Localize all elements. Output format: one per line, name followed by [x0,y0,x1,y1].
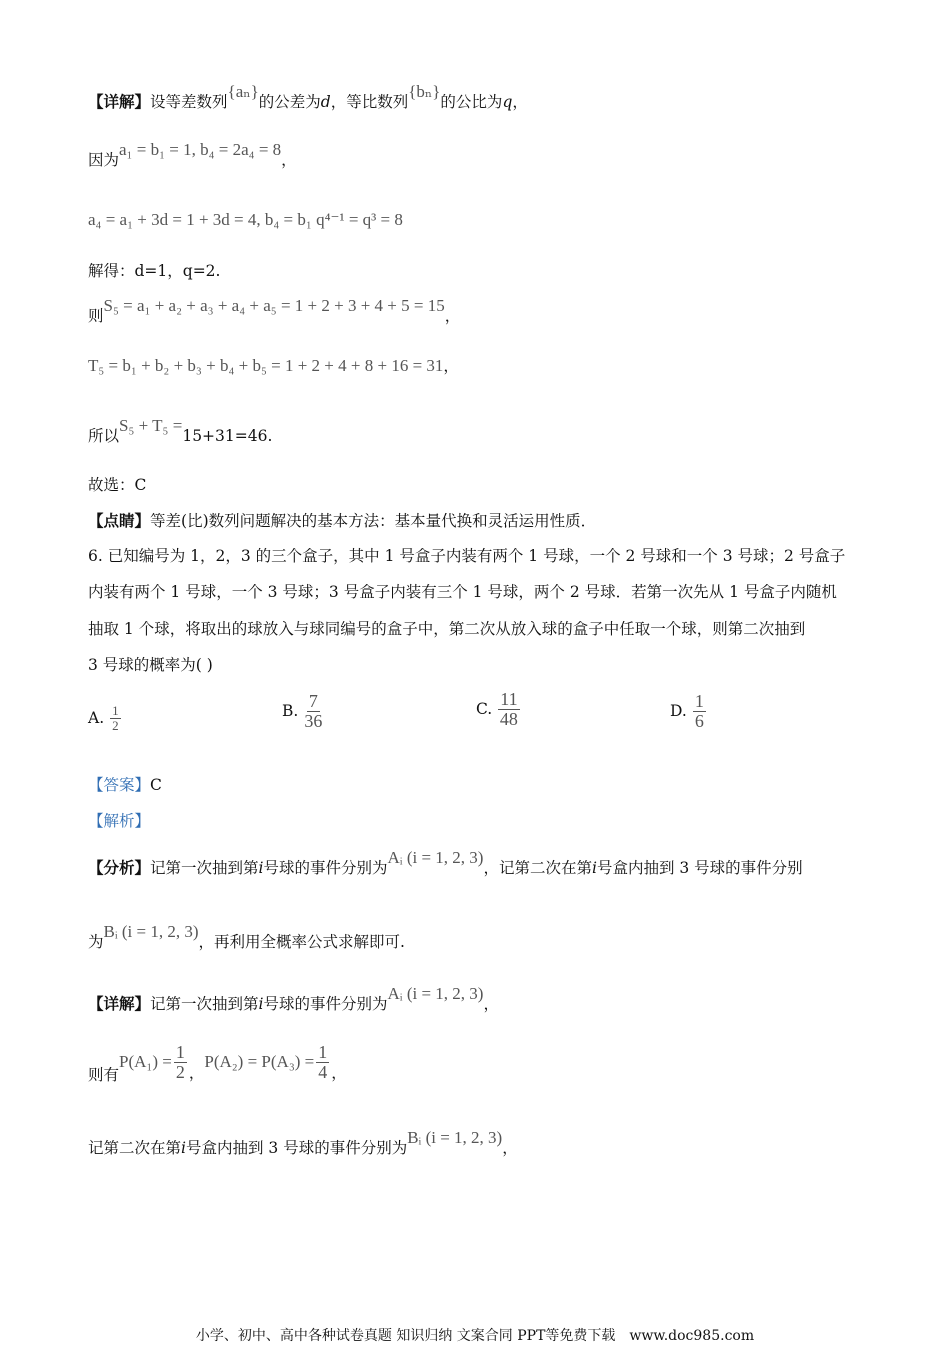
sum-t-line [88,356,459,376]
text: 设等差数列 [150,93,228,111]
question-6-line-4 [88,656,213,675]
numerator: 1 [318,1041,328,1062]
analysis-line-1 [88,848,803,878]
text: 为 [88,933,104,951]
option-fraction [693,692,706,731]
text: 3 号球的概率为( ) [88,656,213,674]
analysis-line-2 [88,922,405,952]
option-fraction [110,704,121,732]
var-d: d [320,93,331,111]
denominator: 2 [175,1061,185,1082]
text: 号球的事件分别为 [263,995,388,1013]
page-footer [0,1325,950,1345]
solution-line [88,262,220,281]
text: 记第二次在第 [88,1139,182,1157]
text: ， [188,1064,205,1082]
denominator: 6 [694,710,704,731]
question-6-line-3 [88,620,805,639]
answer-value: C [150,776,162,794]
math-equation: a₄ = a₁ + 3d = 1 + 3d = 4, b₄ = b₁ q⁴⁻¹ = q³ = 8 [88,210,403,229]
text: 因为 [88,151,120,169]
text: 号盒内抽到 3 号球的事件分别 [596,859,803,877]
denominator: 36 [304,710,323,731]
numerator: 1 [112,703,119,718]
denominator: 2 [112,717,119,733]
math-result: S₅ + T₅ = [119,416,183,435]
math-sum-t: T₅ = b₁ + b₂ + b₃ + b₄ + b₅ = 1 + 2 + 4 + 8 + 16 = 31 [88,356,444,375]
fraction-one-half [174,1043,187,1082]
text: 的公比为 [440,93,503,111]
option-label: D. [670,702,687,721]
result-line [88,416,273,446]
text: ， [443,357,459,375]
var-i: i [258,859,264,877]
numerator: 1 [694,691,704,711]
detail-line-2 [88,984,499,1014]
math-p-a1: P(A₁) = [119,1052,172,1072]
text: 6. 已知编号为 1，2，3 的三个盒子，其中 1 号盒子内装有两个 1 号球，一个 2 号球和一个 3 号球；2 号盒子 [88,547,846,565]
option-fraction [304,692,322,731]
equation-line [88,210,403,230]
math-sequence-a: {aₙ} [227,82,259,101]
math-given: a₁ = b₁ = 1, b₄ = 2a₄ = 8 [119,140,282,159]
numerator: 1 [175,1041,185,1062]
text: 记第一次抽到第 [150,995,259,1013]
answer-tag: 【答案】 [88,776,151,794]
option-label: A. [88,709,105,728]
option-b [282,692,324,731]
text: 则有 [88,1066,120,1084]
numerator: 7 [308,691,318,711]
text: ， [331,1064,347,1082]
footer-url[interactable]: www.doc985.com [629,1328,755,1344]
text: ，记第二次在第 [483,859,592,877]
text: 的公差为 [258,93,321,111]
text: 记第一次抽到第 [150,859,259,877]
math-event-b: Bᵢ (i = 1, 2, 3) [103,922,199,941]
denominator: 48 [499,708,518,729]
numerator: 11 [500,689,518,709]
text: ，再利用全概率公式求解即可. [198,933,405,951]
option-d [670,692,708,731]
var-i: i [591,859,597,877]
text: ， [502,1139,518,1157]
answer-line [88,776,162,795]
text: 号盒内抽到 3 号球的事件分别为 [185,1139,408,1157]
footer-text: 小学、初中、高中各种试卷真题 知识归纳 文案合同 PPT等免费下载 [195,1328,616,1344]
text: 15+31=46. [182,427,273,445]
math-p-a2-a3: P(A₂) = P(A₃) = [204,1052,315,1072]
text: ， [444,307,461,325]
text: ，等比数列 [330,93,409,111]
text: ， [281,151,297,169]
text: 内装有两个 1 号球，一个 3 号球；3 号盒子内装有三个 1 号球，两个 2 号球．若第一次先从 1 号盒子内随机 [88,583,837,601]
var-i: i [258,995,264,1013]
option-a [88,704,123,732]
last-line [88,1128,518,1158]
choice-line [88,476,146,495]
math-sum-s: S₅ = a₁ + a₂ + a₃ + a₄ + a₅ = 1 + 2 + 3 + 4 + 5 = 15 [103,296,445,315]
math-event-a: Aᵢ (i = 1, 2, 3) [387,984,484,1003]
option-label: C. [476,700,493,719]
text: 抽取 1 个球，将取出的球放入与球同编号的盒子中，第二次从放入球的盒子中任取一个球，则第二次抽到 [88,620,806,638]
option-label: B. [282,702,299,721]
text: 则 [88,307,104,325]
text: 号球的事件分别为 [263,859,388,877]
question-6-line-2 [88,583,837,602]
given-line [88,140,297,170]
fraction-one-quarter [316,1043,329,1082]
detail-tag: 【详解】 [88,994,151,1013]
denominator: 4 [318,1061,328,1082]
remark-tag: 【点睛】 [88,511,151,530]
analysis-tag-line [88,812,150,831]
analysis-label: 【分析】 [88,858,151,877]
text: 解得：d=1，q=2. [88,262,221,280]
var-q: q [502,93,513,111]
math-event-a: Aᵢ (i = 1, 2, 3) [387,848,484,867]
text: ， [512,93,528,111]
question-6-line-1 [88,547,845,566]
math-event-b: Bᵢ (i = 1, 2, 3) [407,1128,503,1147]
text: 故选：C [88,476,147,494]
text: 所以 [88,427,120,445]
option-fraction [498,690,519,729]
text: 等差(比)数列问题解决的基本方法：基本量代换和灵活运用性质． [150,512,597,530]
sum-s-line [88,296,461,326]
detail-line-1 [88,82,528,112]
math-sequence-b: {bₙ} [408,82,441,101]
probability-line [88,1040,347,1085]
var-i: i [181,1139,186,1157]
option-c [476,690,522,729]
remark-line [88,512,596,531]
analysis-tag: 【解析】 [88,812,151,830]
text: ， [483,995,499,1013]
detail-tag: 【详解】 [88,92,151,111]
